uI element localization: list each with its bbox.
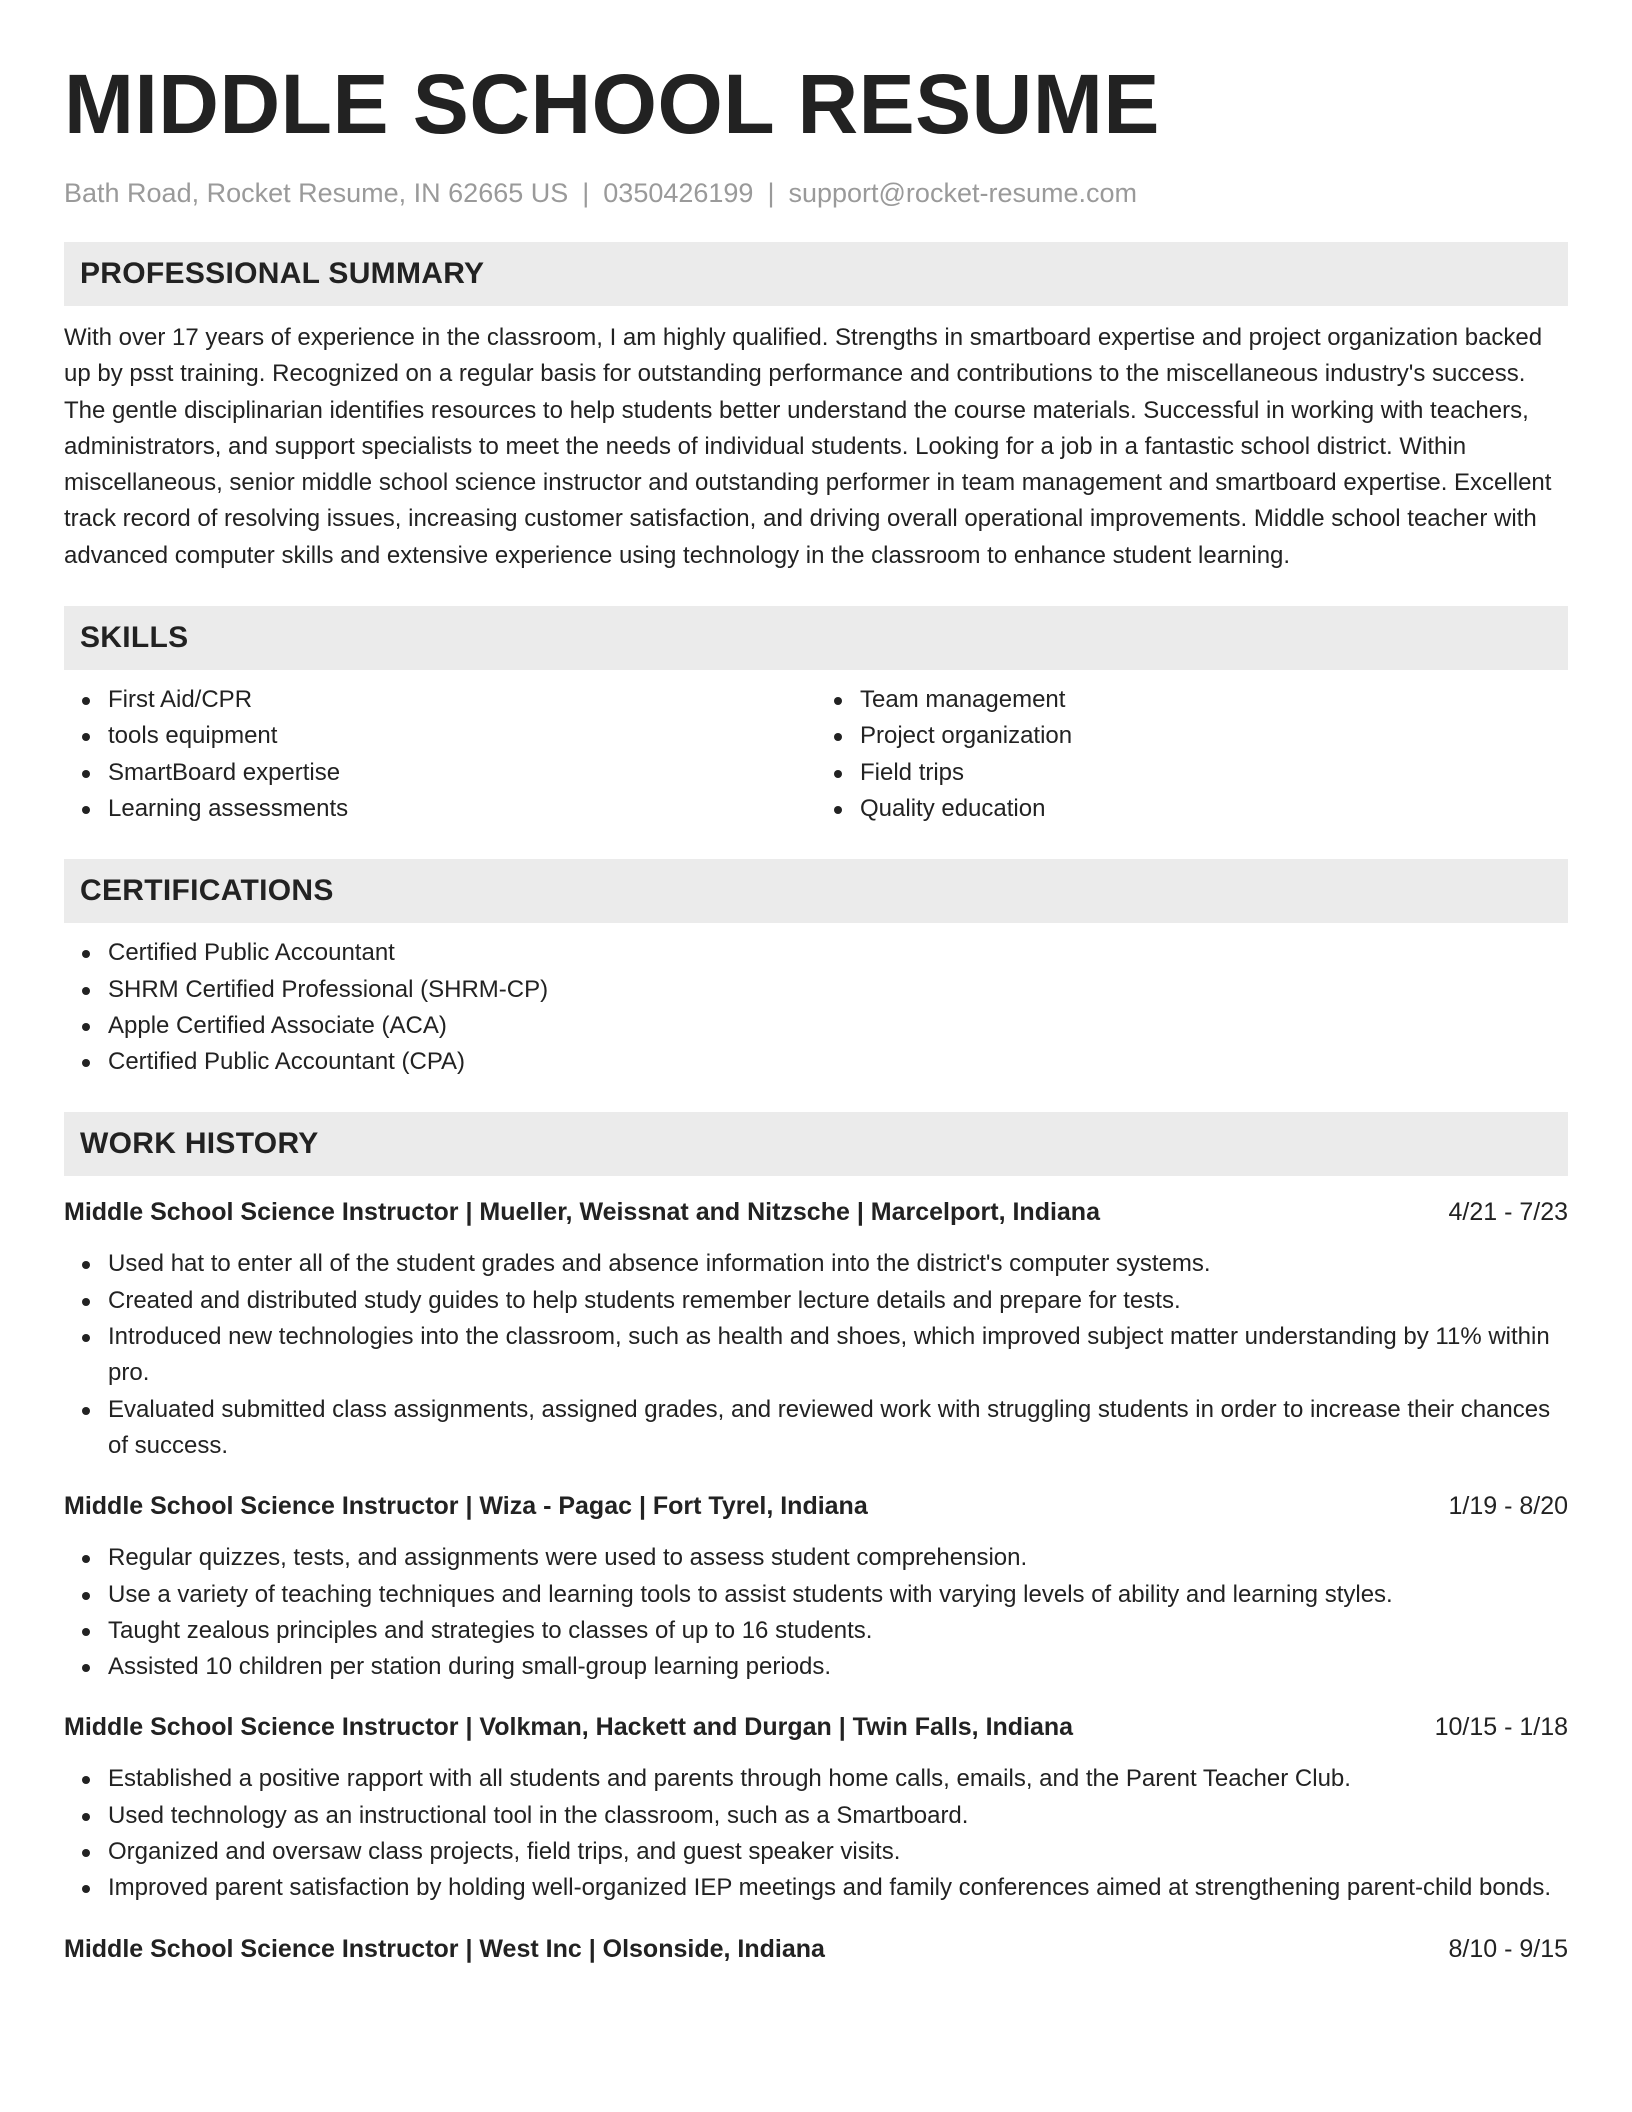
job-bullet: Introduced new technologies into the classroom, such as health and shoes, which improved subject matter understanding by 11% within pro. [108,1319,1568,1392]
job-header [64,1488,1568,1524]
job-entry [64,1488,1568,1685]
job-bullet: Assisted 10 children per station during small-group learning periods. [108,1649,1568,1685]
job-dates: 8/10 - 9/15 [1448,1934,1568,1963]
certification-item: Certified Public Accountant [108,935,1568,971]
job-title: Middle School Science Instructor | Wiza - Pagac | Fort Tyrel, Indiana [64,1492,868,1521]
skills-grid [64,670,1568,827]
job-header [64,1931,1568,1967]
certifications-list [64,935,1568,1080]
job-bullet: Used hat to enter all of the student grades and absence information into the district's computer systems. [108,1246,1568,1282]
job-title: Middle School Science Instructor | Volkman, Hackett and Durgan | Twin Falls, Indiana [64,1713,1074,1742]
job-title: Middle School Science Instructor | West Inc | Olsonside, Indiana [64,1934,825,1963]
summary-section-header [64,242,1568,306]
certifications-heading: CERTIFICATIONS [80,874,334,908]
contact-separator: | [767,178,775,208]
summary-text: With over 17 years of experience in the classroom, I am highly qualified. Strengths in smartboard expertise and project organization backed up by psst training. Recognized on a regular basis for outstanding performance and contributions to the miscellaneous industry's success. The gentle disciplinarian identifies resources to help students better understand the course materials. Successful in working with teachers, administrators, and support specialists to meet the needs of individual students. Looking for a job in a fantastic school district. Within miscellaneous, senior middle school science instructor and outstanding performer in team management and smartboard expertise. Excellent track record of resolving issues, increasing customer satisfaction, and driving overall operational improvements. Middle school teacher with advanced computer skills and extensive experience using technology in the classroom to enhance student learning. [64,324,1552,569]
job-bullet: Improved parent satisfaction by holding well-organized IEP meetings and family conferences aimed at strengthening parent-child bonds. [108,1870,1568,1906]
job-bullet: Established a positive rapport with all students and parents through home calls, emails, and the Parent Teacher Club. [108,1761,1568,1797]
phone-text: 0350426199 [603,178,754,208]
skill-item: Quality education [860,791,1568,827]
job-dates: 10/15 - 1/18 [1434,1713,1568,1742]
summary-heading: PROFESSIONAL SUMMARY [80,257,485,290]
job-entry [64,1194,1568,1464]
job-bullet: Used technology as an instructional tool in the classroom, such as a Smartboard. [108,1798,1568,1834]
job-header [64,1194,1568,1230]
job-bullet: Use a variety of teaching techniques and learning tools to assist students with varying levels of ability and learning styles. [108,1577,1568,1613]
job-bullets [64,1540,1568,1685]
certifications-section-header [64,859,1568,923]
skill-item: SmartBoard expertise [108,755,816,791]
job-title: Middle School Science Instructor | Mueller, Weissnat and Nitzsche | Marcelport, Indiana [64,1198,1100,1227]
address-text: Bath Road, Rocket Resume, IN 62665 US [64,178,569,208]
email-text: support@rocket-resume.com [788,178,1137,208]
contact-separator: | [582,178,590,208]
certification-item: SHRM Certified Professional (SHRM-CP) [108,972,1568,1008]
skills-list-right [816,682,1568,827]
resume-title: MIDDLE SCHOOL RESUME [64,57,1160,151]
skill-item: First Aid/CPR [108,682,816,718]
skill-item: Learning assessments [108,791,816,827]
certification-item: Apple Certified Associate (ACA) [108,1008,1568,1044]
job-bullet: Taught zealous principles and strategies to classes of up to 16 students. [108,1613,1568,1649]
skills-heading: SKILLS [80,621,189,655]
certification-item: Certified Public Accountant (CPA) [108,1044,1568,1080]
skills-list-left [64,682,816,827]
job-header [64,1709,1568,1745]
contact-line [64,176,1568,210]
job-bullet: Organized and oversaw class projects, field trips, and guest speaker visits. [108,1834,1568,1870]
skill-item: Project organization [860,718,1568,754]
job-entry [64,1709,1568,1906]
skill-item: Field trips [860,755,1568,791]
work-history-section-header [64,1112,1568,1176]
job-bullet: Evaluated submitted class assignments, assigned grades, and reviewed work with struggling students in order to increase their chances of success. [108,1392,1568,1465]
job-bullets [64,1246,1568,1464]
skill-item: Team management [860,682,1568,718]
job-dates: 1/19 - 8/20 [1448,1492,1568,1521]
job-entry [64,1931,1568,1967]
skills-section-header [64,606,1568,670]
work-history-heading: WORK HISTORY [80,1127,319,1161]
job-bullet: Regular quizzes, tests, and assignments were used to assess student comprehension. [108,1540,1568,1576]
job-bullet: Created and distributed study guides to help students remember lecture details and prepare for tests. [108,1283,1568,1319]
job-bullets [64,1761,1568,1906]
job-dates: 4/21 - 7/23 [1448,1198,1568,1227]
skill-item: tools equipment [108,718,816,754]
